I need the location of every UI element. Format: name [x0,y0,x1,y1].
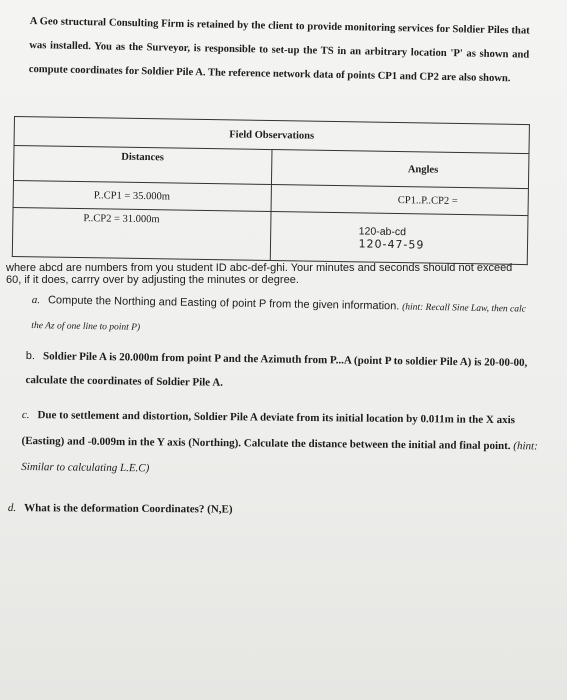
question-c-text: Due to settlement and distortion, Soldier Pile A deviate from its initial location by 0.011m in the X axis (Easting) and -0.009m in the Y axis (Northing). Calculate the distance between the initial and final point. [21,409,516,453]
angles-header: Angles [271,150,529,189]
handwritten-angle: 120-47-59 [358,236,425,251]
question-d [8,496,528,524]
question-d-label: d. [7,501,17,515]
question-a [31,288,537,347]
question-a-hint: (hint: Recall Sine Law, then calc the Az of one line to point P) [31,302,527,333]
angle-template: 120-ab-cd [358,224,407,238]
question-b-label: b. [25,349,36,363]
distances-header: Distances [13,146,271,185]
table-title: Field Observations [14,117,529,154]
question-a-text: Compute the Northing and Easting of point P from the given information. [47,294,400,313]
question-c-hint: (hint: Similar to calculating L.E.C) [21,440,538,475]
question-b [25,344,541,399]
question-a-label: a. [31,293,41,307]
student-id-note: where abcd are numbers from you student ID abc-def-ghi. Your minutes and seconds should not exceed 60, if it does, carrry over by adjusting the minutes or degree. [6,262,513,286]
angle-cp1-p-cp2: CP1..P..CP2 = [271,185,529,216]
question-d-text: What is the deformation Coordinates? (N,E) [24,502,233,516]
distance-p-cp2: P..CP2 = 31.000m [12,207,270,260]
intro-paragraph: A Geo structural Consulting Firm is retained by the client to provide monitoring services for Soldier Piles that was installed. You as the Surveyor, is responsible to set-up the TS in an arbitrary location 'P' as shown and compute coordinates for Soldier Pile A. The reference network data of points CP1 and CP2 are also shown. [28,15,530,85]
question-b-text: Soldier Pile A is 20.000m from point P and the Azimuth from P...A (point P to soldier Pile A) is 20-00-00, calculate the coordinates of Soldier Pile A. [25,350,528,389]
distance-p-cp1: P..CP1 = 35.000m [13,180,271,211]
question-c [21,402,542,485]
question-c-label: c. [21,408,30,422]
field-observations-table [12,116,530,265]
angle-value-cell [270,212,528,265]
